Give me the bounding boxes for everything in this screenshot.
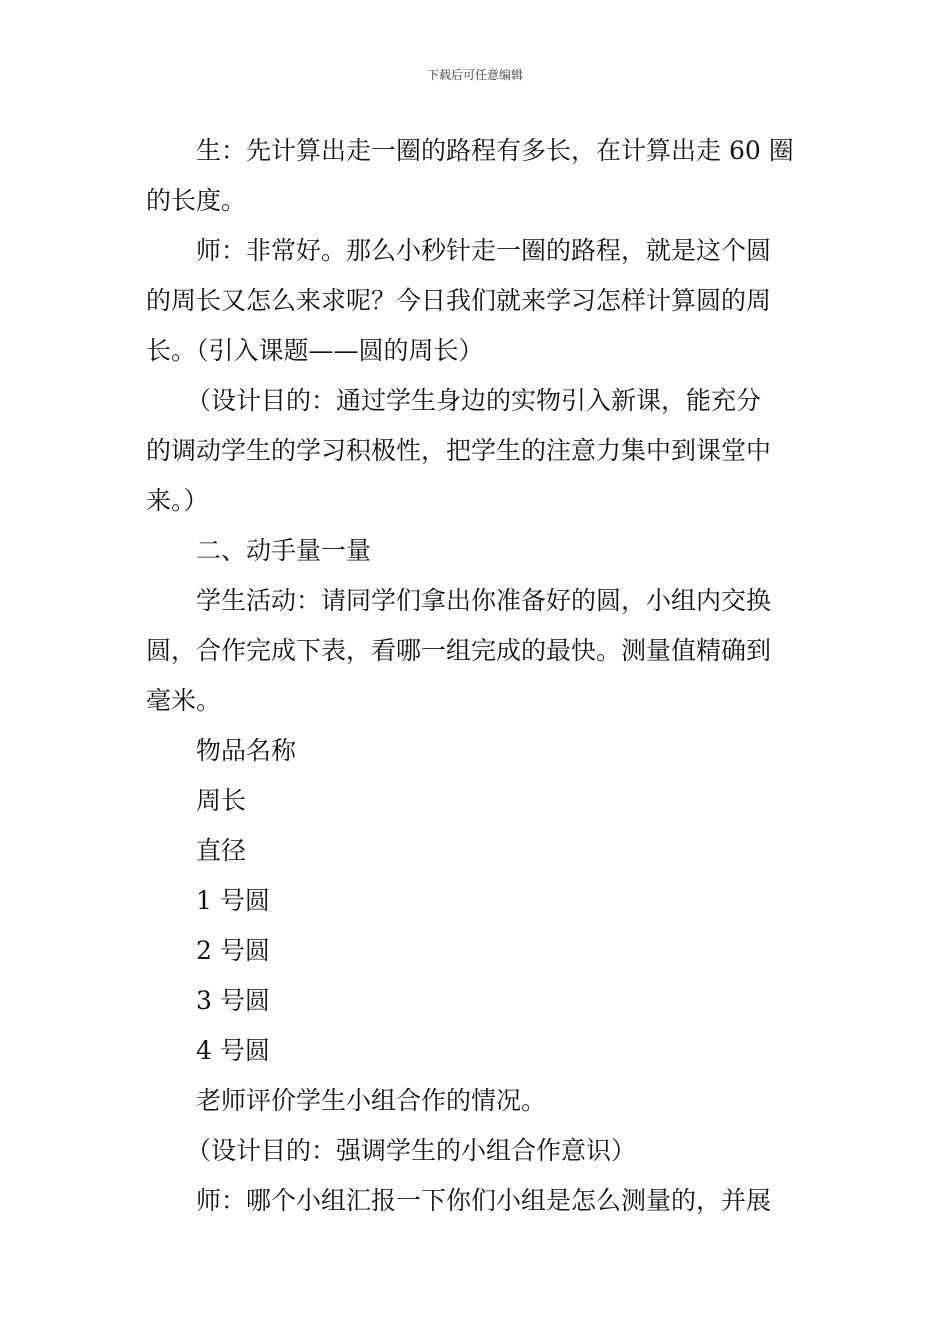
table-cell: 2 号圆 [196, 936, 270, 965]
paragraph-line: 师：哪个小组汇报一下你们小组是怎么测量的，并展 [196, 1186, 772, 1215]
paragraph-line: 的长度。 [146, 186, 247, 215]
table-cell: 周长 [196, 786, 247, 815]
paragraph-line: 的周长又怎么来求呢？今日我们就来学习怎样计算圆的周 [146, 286, 772, 315]
paragraph-line: 毫米。 [146, 686, 222, 715]
paragraph-line: 老师评价学生小组合作的情况。 [196, 1086, 547, 1115]
table-cell: 物品名称 [196, 736, 297, 765]
table-cell: 3 号圆 [196, 986, 270, 1015]
table-cell: 直径 [196, 836, 247, 865]
paragraph-line: （设计目的：强调学生的小组合作意识） [186, 1136, 637, 1165]
table-cell: 1 号圆 [196, 886, 270, 915]
paragraph-line: 来。） [146, 486, 209, 515]
paragraph-line: 学生活动：请同学们拿出你准备好的圆，小组内交换 [196, 586, 772, 615]
page-header: 下载后可任意编辑 [426, 68, 523, 82]
document-body [146, 126, 810, 1226]
paragraph-line: 的调动学生的学习积极性，把学生的注意力集中到课堂中 [146, 436, 772, 465]
paragraph-line: （设计目的：通过学生身边的实物引入新课，能充分 [186, 386, 762, 415]
section-heading: 二、动手量一量 [196, 536, 372, 565]
paragraph-line: 长。（引入课题——圆的周长） [146, 336, 484, 365]
paragraph-line: 师：非常好。那么小秒针走一圈的路程，就是这个圆 [196, 236, 772, 265]
table-cell: 4 号圆 [196, 1036, 270, 1065]
paragraph-line: 生：先计算出走一圈的路程有多长，在计算出走 60 圈 [196, 136, 794, 165]
paragraph-line: 圆，合作完成下表，看哪一组完成的最快。测量值精确到 [146, 636, 772, 665]
